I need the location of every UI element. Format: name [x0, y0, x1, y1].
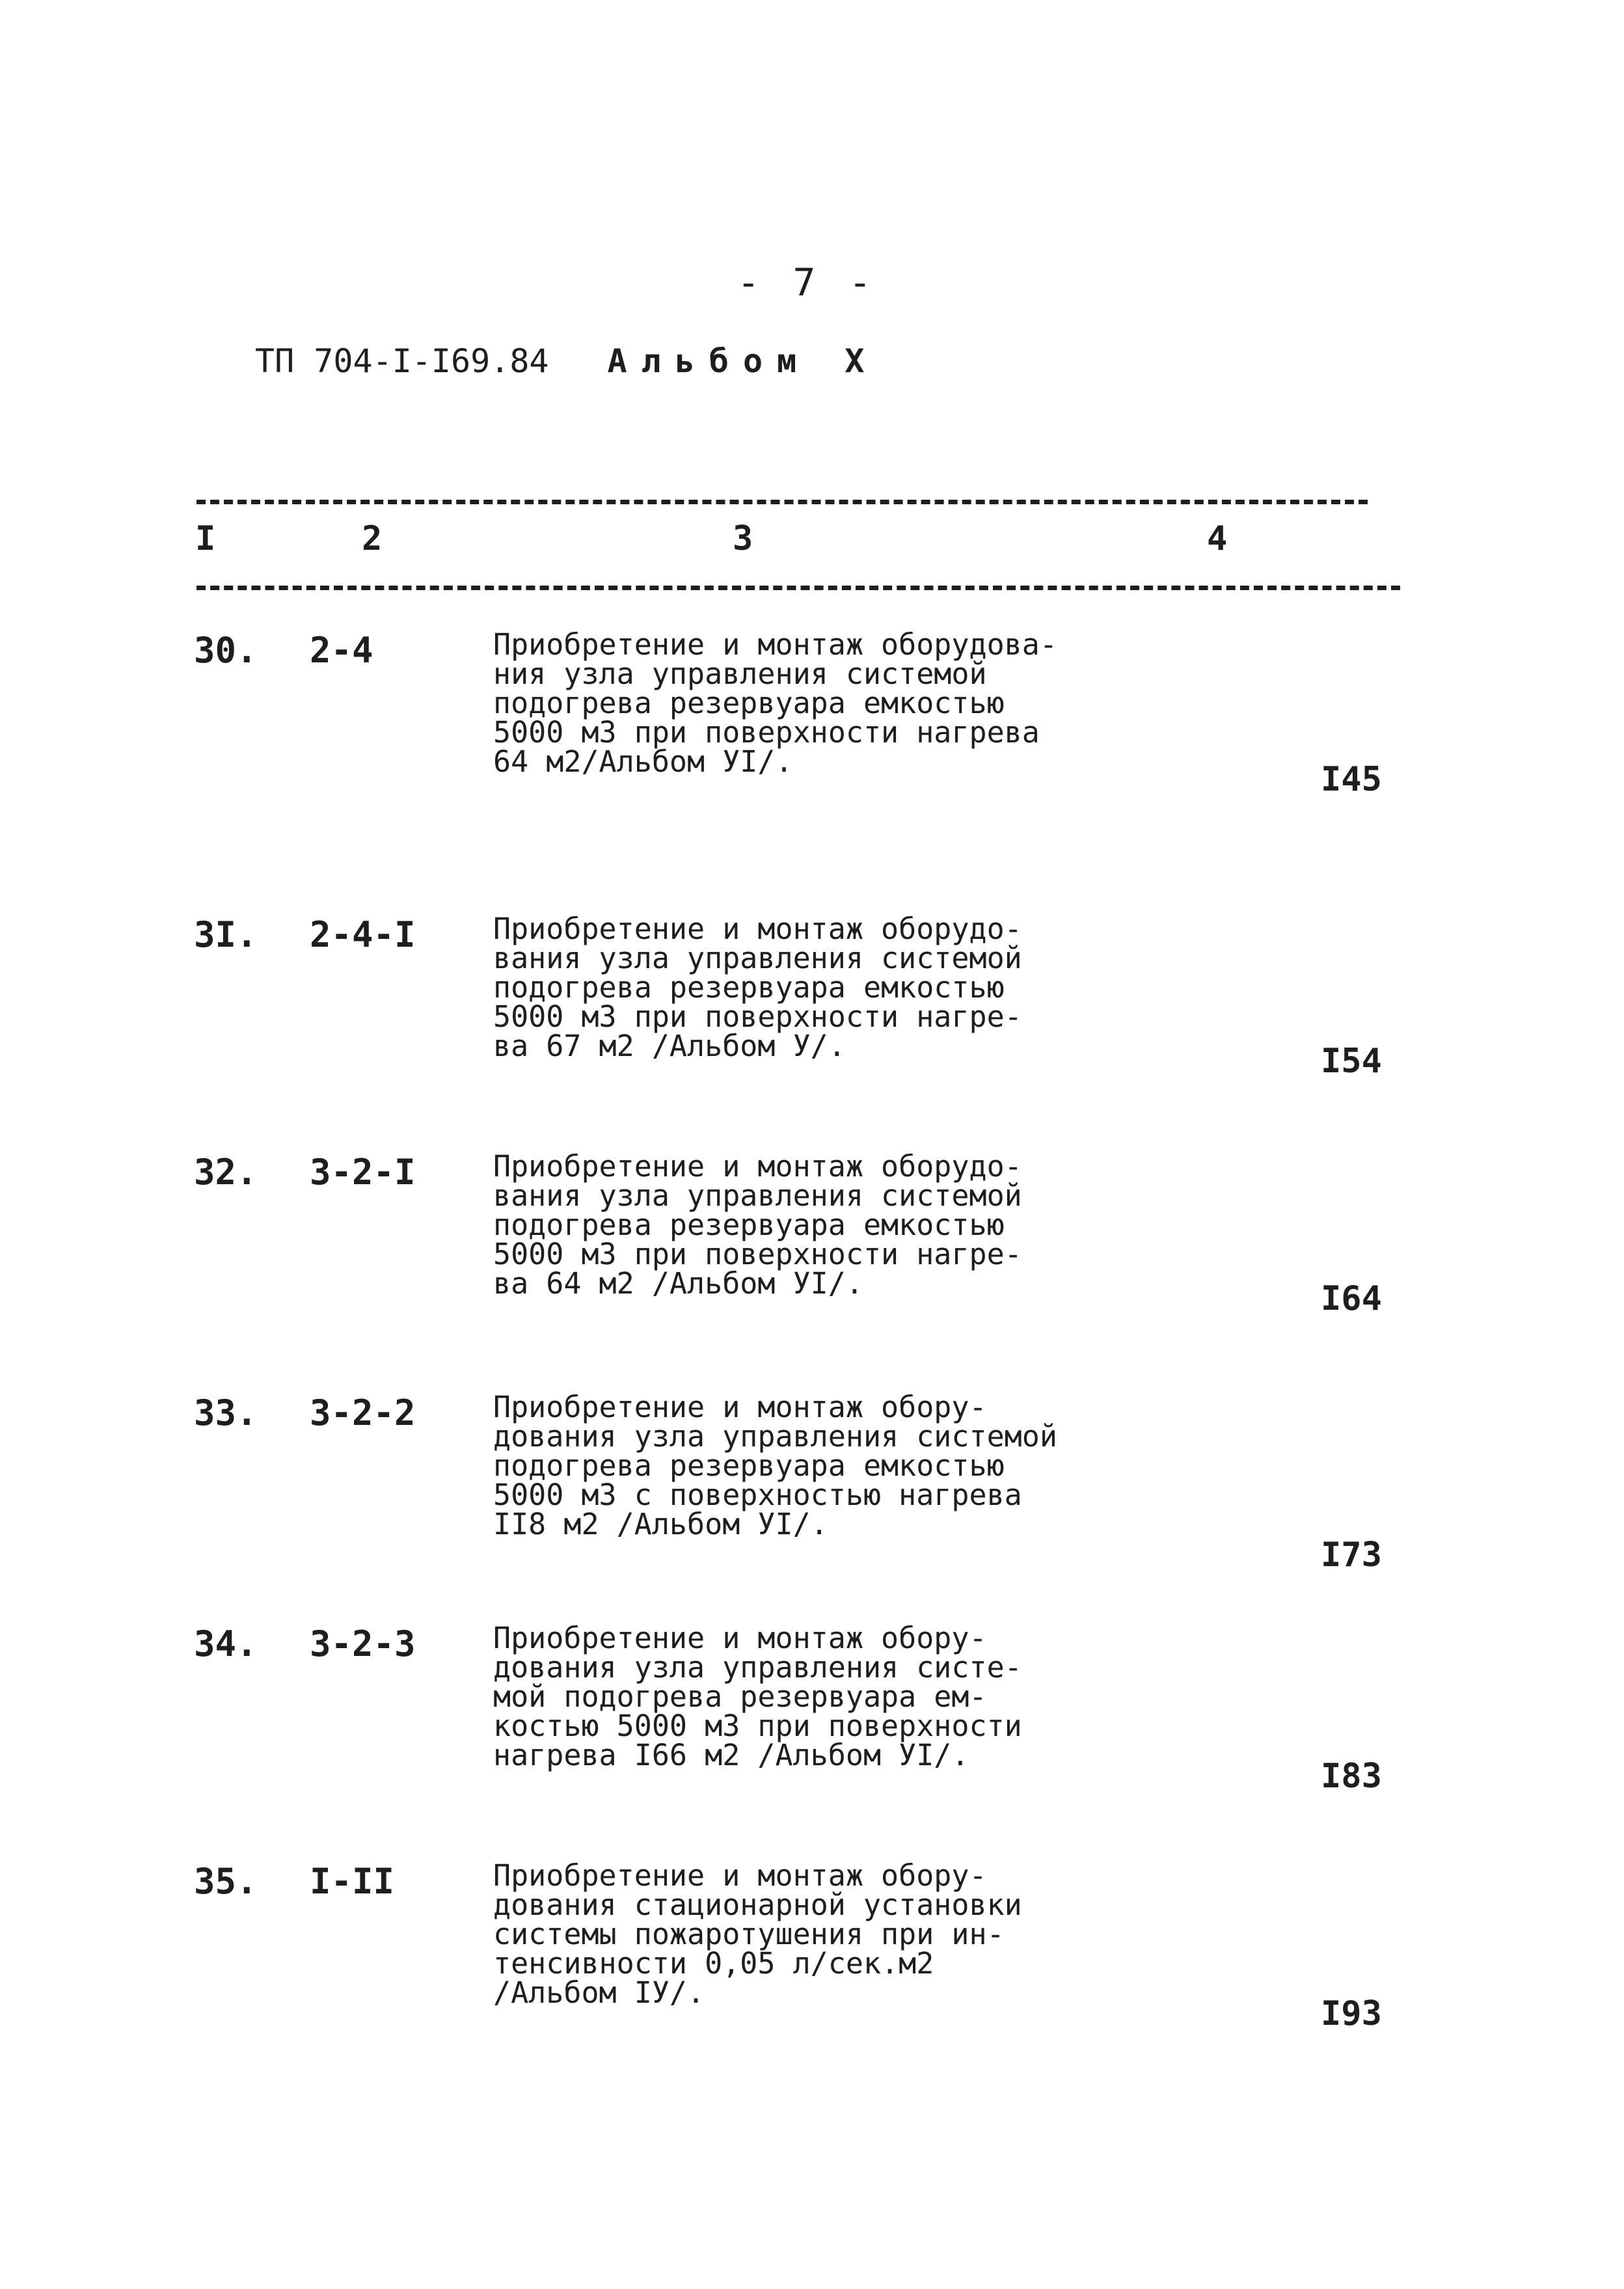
- document-header: [255, 342, 878, 380]
- table-row: [0, 627, 1624, 890]
- row-number: 3I.: [194, 914, 258, 955]
- table-row: [0, 1623, 1624, 1884]
- row-code: 3-2-I: [310, 1152, 416, 1193]
- row-description: Приобретение и монтаж обору- дования стационарной установки системы пожаротушения при ин- тенсивности 0,05 л/сек.м2 /Альбом IУ/.: [493, 1858, 1022, 2010]
- row-page: I93: [1321, 1994, 1382, 2033]
- table-row: [0, 1149, 1624, 1412]
- row-description: Приобретение и монтаж оборудо- вания узла управления системой подогрева резервуара емкостью 5000 м3 при поверхности нагре- ва 67 м2 /Альбом У/.: [493, 912, 1022, 1063]
- column-header-2: 2: [362, 519, 383, 558]
- column-header-3: 3: [733, 519, 753, 558]
- row-page: I83: [1321, 1757, 1382, 1796]
- row-number: 34.: [194, 1623, 258, 1664]
- row-code: 3-2-2: [310, 1392, 416, 1433]
- row-description: Приобретение и монтаж обору- дования узла управления систе- мой подогрева резервуара ем- костью 5000 м3 при поверхности нагрева I66 м2 /Альбом УI/.: [493, 1621, 1022, 1772]
- document-code: ТП 704-I-I69.84: [255, 342, 549, 380]
- table-row: [0, 914, 1624, 1174]
- row-description: Приобретение и монтаж обору- дования узла управления системой подогрева резервуара емкостью 5000 м3 с поверхностью нагрева II8 м2 /Альбом УI/.: [493, 1390, 1057, 1541]
- row-page: I64: [1321, 1279, 1382, 1318]
- page-number: - 7 -: [737, 260, 877, 305]
- row-code: 2-4: [310, 630, 373, 671]
- row-code: I-II: [310, 1861, 395, 1902]
- table-row: [0, 1392, 1624, 1653]
- album-label: Альбом Х: [607, 342, 879, 380]
- table-rule-bottom: [196, 586, 1400, 590]
- table-rule-top: [196, 500, 1368, 504]
- column-header-4: 4: [1207, 519, 1228, 558]
- column-header-1: I: [195, 519, 216, 558]
- row-description: Приобретение и монтаж оборудо- вания узла управления системой подогрева резервуара емкостью 5000 м3 при поверхности нагре- ва 64 м2 /Альбом УI/.: [493, 1149, 1022, 1301]
- row-code: 3-2-3: [310, 1623, 416, 1664]
- row-page: I54: [1321, 1042, 1382, 1081]
- row-page: I73: [1321, 1536, 1382, 1575]
- row-number: 33.: [194, 1392, 258, 1433]
- row-description: Приобретение и монтаж оборудова- ния узла управления системой подогрева резервуара емкостью 5000 м3 при поверхности нагрева 64 м2/Альбом УI/.: [493, 627, 1057, 779]
- row-number: 32.: [194, 1152, 258, 1193]
- row-number: 30.: [194, 630, 258, 671]
- row-code: 2-4-I: [310, 914, 416, 955]
- row-number: 35.: [194, 1861, 258, 1902]
- table-row: [0, 1858, 1624, 2121]
- row-page: I45: [1321, 760, 1382, 799]
